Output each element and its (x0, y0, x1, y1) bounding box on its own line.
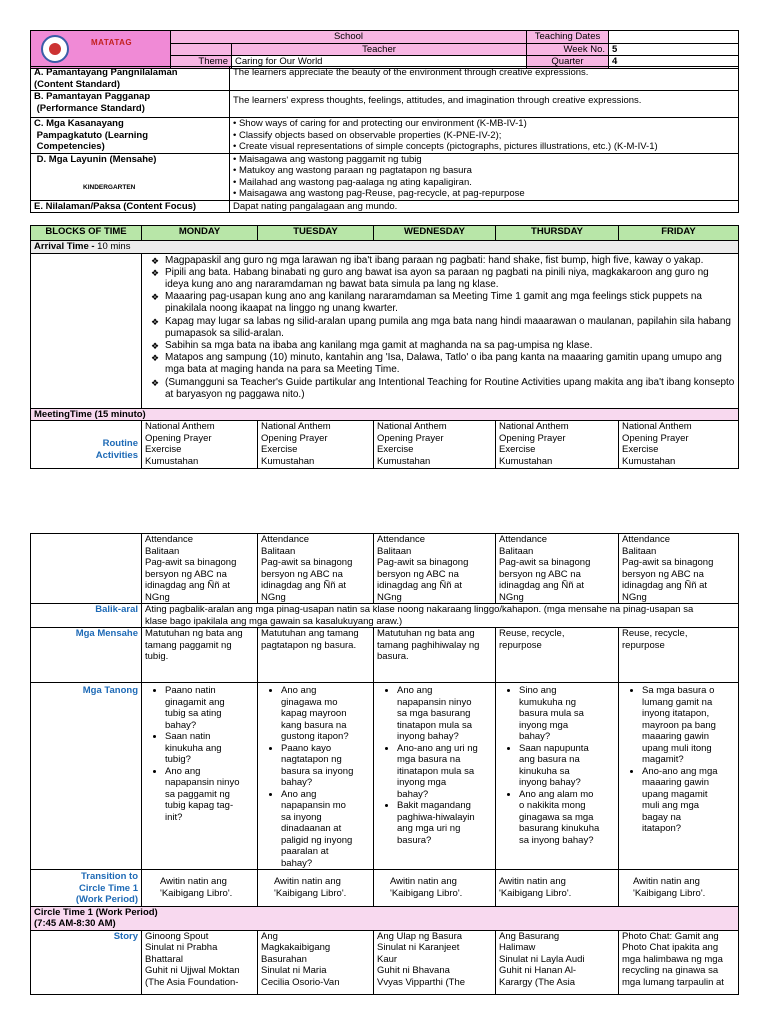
standards-table (30, 66, 739, 213)
header-table (30, 30, 739, 69)
content-focus-text: Dapat nating pangalagaan ang mundo. (230, 200, 739, 213)
objectives-text: • Maisagawa ang wastong paggamit ng tubig • Matukoy ang wastong paraan ng pagtatapon ng basura • Mailahad ang wastong pag-aalaga ng ating kapaligiran. • Maisagawa ang wastong pag-Reuse, pag-recycle, at pag-repurpose (230, 153, 739, 200)
grade-level-label: KINDERGARTEN (83, 184, 136, 191)
learning-competencies-label: C. Mga Kasanayang Pampagkatuto (Learning Competencies) (31, 118, 230, 154)
arrival-item: ❖ Maaaring pag-usapan kung ano ang kanilang nararamdaman sa Meeting Time 1 gamit ang mga feelings stick puppets na pinakilala noong ikaapat na linggo ng unang kwarter. (165, 291, 735, 315)
teaching-dates-value (609, 31, 739, 44)
story-wednesday: Ang Ulap ng Basura Sinulat ni Karanjeet Kaur Guhit ni Bhavana Vvyas Vipparthi (The (374, 930, 496, 994)
teaching-dates-label: Teaching Dates (527, 31, 609, 44)
arrival-item: ❖ Matapos ang sampung (10) minuto, kantahin ang 'Isa, Dalawa, Tatlo' o iba pang kanta na maaaring gamitin upang umupo ang mga bata at maging handa na para sa Meeting Time. (165, 352, 735, 376)
deped-seal-icon (41, 35, 69, 63)
matatag-logo: MATATAG (91, 38, 133, 47)
logo-cell (31, 31, 171, 69)
arrival-item: ❖ Kapag may lugar sa labas ng silid-aralan upang pumila ang mga bata nang hindi maaarawan o maulanan, papilahin sila habang pumapasok sa silid-aralan. (165, 316, 735, 340)
schedule-table-top (30, 225, 739, 469)
transition-thursday: Awitin natin ang 'Kaibigang Libro'. (496, 870, 619, 907)
routine-cont-friday: Attendance Balitaan Pag-awit sa binagong bersyon ng ABC na idinagdag ang Ññ at NGng (619, 534, 739, 604)
balik-aral-label: Balik-aral (31, 604, 142, 628)
day-header-tuesday: TUESDAY (258, 226, 374, 241)
performance-standard-text: The learners' express thoughts, feelings, attitudes, and imagination through creative expressions. (230, 91, 739, 118)
arrival-item: ❖ Pipili ang bata. Habang binabati ng guro ang bawat isa ayon sa paraan ng pagbati na pinili niya, magkakaroon ang guro ng ideya kung ano ang nararamdaman ng bawat bata simula pa lang ng klase. (165, 267, 735, 291)
story-thursday: Ang Basurang Halimaw Sinulat ni Layla Audi Guhit ni Hanan Al- Karargy (The Asia (496, 930, 619, 994)
blocks-of-time-header: BLOCKS OF TIME (31, 226, 142, 241)
routine-cont-monday: Attendance Balitaan Pag-awit sa binagong bersyon ng ABC na idinagdag ang Ññ at NGng (142, 534, 258, 604)
transition-wednesday: Awitin natin ang 'Kaibigang Libro'. (374, 870, 496, 907)
circle-time-row: Circle Time 1 (Work Period) (7:45 AM-8:30 AM) (31, 906, 739, 930)
week-no-value: 5 (609, 43, 739, 56)
day-header-friday: FRIDAY (619, 226, 739, 241)
day-header-monday: MONDAY (142, 226, 258, 241)
routine-tuesday: National Anthem Opening Prayer Exercise Kumustahan (258, 421, 374, 469)
week-no-label: Week No. (527, 43, 609, 56)
meeting-time-row: MeetingTime (15 minuto) (31, 408, 739, 421)
routine-friday: National Anthem Opening Prayer Exercise Kumustahan (619, 421, 739, 469)
objectives-label: D. Mga Layunin (Mensahe) (31, 153, 230, 200)
transition-label: Transition to Circle Time 1 (Work Period) (31, 870, 142, 907)
content-standard-text: The learners appreciate the beauty of the environment through creative expressions. (230, 67, 739, 91)
tanong-thursday: • Sino ang kumukuha ng basura mula sa inyong mga bahay? • Saan napupunta ang basura na kinukuha sa inyong bahay? • Ano ang alam mo o nakikita mong ginagawa sa mga basurang kinukuha sa inyong bahay? (496, 683, 619, 870)
schedule-table-bottom (30, 533, 739, 995)
routine-thursday: National Anthem Opening Prayer Exercise Kumustahan (496, 421, 619, 469)
balik-aral-text: Ating pagbalik-aralan ang mga pinag-usapan natin sa klase noong nakaraang linggo/kahapon. (mga mensahe na pinag-usapan sa klase bago ipakilala ang mga gawain sa kasalukuyang araw.) (142, 604, 739, 628)
tanong-label: Mga Tanong (31, 683, 142, 870)
school-label: School (171, 31, 527, 44)
routine-activities-label: Routine Activities (31, 421, 142, 469)
quarter-label: Quarter (527, 56, 609, 69)
teacher-label: Teacher (232, 43, 527, 56)
mensahe-monday: Matutuhan ng bata ang tamang paggamit ng tubig. (142, 628, 258, 683)
mensahe-wednesday: Matutuhan ng bata ang tamang paghihiwalay ng basura. (374, 628, 496, 683)
quarter-value: 4 (609, 56, 739, 69)
routine-cont-thursday: Attendance Balitaan Pag-awit sa binagong bersyon ng ABC na idinagdag ang Ññ at NGng (496, 534, 619, 604)
tanong-friday: • Sa mga basura o lumang gamit na inyong itatapon, mayroon pa bang maaaring gawin upang muli itong magamit? • Ano-ano ang mga maaaring gawin upang magamit muli ang mga bagay na itatapon? (619, 683, 739, 870)
arrival-time-row: Arrival Time - 10 mins (31, 241, 739, 254)
tanong-tuesday: • Ano ang ginagawa mo kapag mayroon kang basura na gustong itapon? • Paano kayo nagtatapon ng basura sa inyong bahay? • Ano ang napapansin mo sa inyong dinadaanan at paligid ng inyong paaralan at bahay? (258, 683, 374, 870)
story-tuesday: Ang Magkakaibigang Basurahan Sinulat ni Maria Cecilia Osorio-Van (258, 930, 374, 994)
arrival-item: ❖ (Sumangguni sa Teacher's Guide partikular ang Intentional Teaching for Routine Activities upang makita ang iba't ibang konsepto at baryasyon ng paggawa nito.) (165, 377, 735, 401)
mensahe-tuesday: Matutuhan ang tamang pagtatapon ng basura. (258, 628, 374, 683)
content-standard-label: A. Pamantayang Pangnilalaman (Content Standard) (31, 67, 230, 91)
tanong-monday: • Paano natin ginagamit ang tubig sa ating bahay? • Saan natin kinukuha ang tubig? • Ano ang napapansin ninyo sa paggamit ng tubig kapag tag- init? (142, 683, 258, 870)
theme-label: Theme (171, 56, 232, 69)
theme-value: Caring for Our World (232, 56, 527, 69)
mensahe-friday: Reuse, recycle, repurpose (619, 628, 739, 683)
story-friday: Photo Chat: Gamit ang Photo Chat ipakita ang mga halimbawa ng mga recycling na ginawa sa mga lumang tarpaulin at (619, 930, 739, 994)
routine-cont-tuesday: Attendance Balitaan Pag-awit sa binagong bersyon ng ABC na idinagdag ang Ññ at NGng (258, 534, 374, 604)
tanong-wednesday: • Ano ang napapansin ninyo sa mga basurang tinatapon mula sa inyong bahay? • Ano-ano ang uri ng mga basura na itinatapon mula sa inyong mga bahay? • Bakit magandang paghiwa-hiwalayin ang mga uri ng basura? (374, 683, 496, 870)
transition-monday: Awitin natin ang 'Kaibigang Libro'. (142, 870, 258, 907)
performance-standard-label: B. Pamantayan Pagganap (Performance Standard) (31, 91, 230, 118)
mensahe-label: Mga Mensahe (31, 628, 142, 683)
mensahe-thursday: Reuse, recycle, repurpose (496, 628, 619, 683)
routine-cont-wednesday: Attendance Balitaan Pag-awit sa binagong bersyon ng ABC na idinagdag ang Ññ at NGng (374, 534, 496, 604)
arrival-item: ❖ Magpapaskil ang guro ng mga larawan ng iba't ibang paraan ng pagbati: hand shake, fist bump, high five, kaway o yakap. (165, 255, 735, 267)
content-focus-label: E. Nilalaman/Paksa (Content Focus) (31, 200, 230, 213)
story-monday: Ginoong Spout Sinulat ni Prabha Bhattaral Guhit ni Ujjwal Moktan (The Asia Foundation- (142, 930, 258, 994)
day-header-thursday: THURSDAY (496, 226, 619, 241)
routine-wednesday: National Anthem Opening Prayer Exercise Kumustahan (374, 421, 496, 469)
arrival-item: ❖ Sabihin sa mga bata na ibaba ang kanilang mga gamit at maghanda na sa pag-umpisa ng klase. (165, 340, 735, 352)
learning-competencies-text: • Show ways of caring for and protecting our environment (K-MB-IV-1) • Classify objects based on observable properties (K-PNE-IV-2); • Create visual representations of simple concepts (pictographs, pictures illustrations, etc.) (K-M-IV-1) (230, 118, 739, 154)
routine-monday: National Anthem Opening Prayer Exercise Kumustahan (142, 421, 258, 469)
transition-friday: Awitin natin ang 'Kaibigang Libro'. (619, 870, 739, 907)
arrival-activities (142, 253, 739, 408)
story-label: Story (31, 930, 142, 994)
day-header-wednesday: WEDNESDAY (374, 226, 496, 241)
transition-tuesday: Awitin natin ang 'Kaibigang Libro'. (258, 870, 374, 907)
